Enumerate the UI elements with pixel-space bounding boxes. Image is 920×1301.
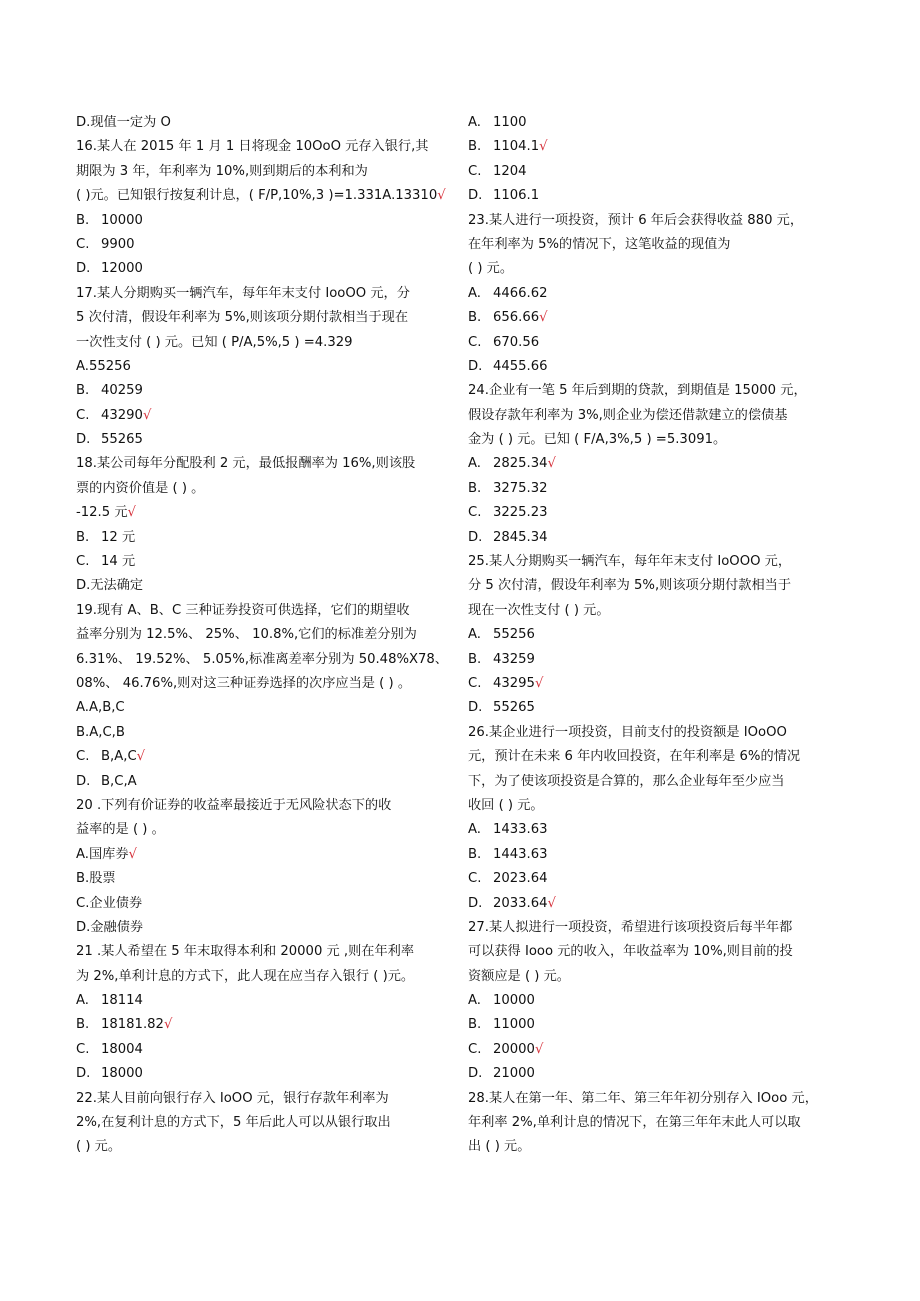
answer-option [468,477,852,501]
option-key: A. [468,285,481,301]
answer-option [468,160,852,184]
answer-option [468,355,852,379]
text-line [76,843,458,867]
text-line [468,257,852,281]
text-line [468,1111,852,1135]
text-line [76,623,458,647]
answer-option [76,989,458,1013]
line-text: D.金融债券 [76,919,144,935]
option-text: B,A,C [101,749,137,765]
option-key: B. [468,1017,482,1033]
answer-option [468,331,852,355]
line-text: 元，预计在未来 6 年内收回投资，在年利率是 6%的情况 [468,749,801,765]
answer-option [468,1013,852,1037]
option-key: C. [468,871,482,887]
text-line [76,160,458,184]
answer-option [76,209,458,233]
answer-option [468,818,852,842]
text-line [76,306,458,330]
line-text: 6.31%、 19.52%、 5.05%,标准离差率分别为 50.48%X78、 [76,651,448,667]
text-line [76,696,458,720]
line-text: 假设存款年利率为 3%,则企业为偿还借款建立的偿债基 [468,407,788,423]
text-line [76,331,458,355]
line-text: 5 次付清，假设年利率为 5%,则该项分期付款相当于现在 [76,310,409,326]
line-text: ( ) 元。 [468,261,514,277]
option-key: B. [468,480,482,496]
text-line [76,867,458,891]
right-column [468,111,852,1160]
text-line [76,672,458,696]
text-line [76,648,458,672]
line-text: 19.现有 A、B、C 三种证券投资可供选择，它们的期望收 [76,602,410,618]
text-line [76,135,458,159]
check-mark-icon: √ [437,188,446,204]
answer-option [468,672,852,696]
text-line [468,916,852,940]
line-text: -12.5 元 [76,505,128,521]
option-text: 55256 [493,627,535,643]
option-text: 1433.63 [493,822,548,838]
line-text: D.无法确定 [76,578,144,594]
text-line [76,965,458,989]
line-text: 为 2%,单利计息的方式下，此人现在应当存入银行 ( )元。 [76,968,415,984]
option-text: 18000 [101,1066,143,1082]
answer-option [468,135,852,159]
line-text: B.A,C,B [76,724,125,740]
option-text: 40259 [101,383,143,399]
option-text: 10000 [493,993,535,1009]
option-text: 2845.34 [493,529,548,545]
option-key: B. [468,846,482,862]
option-key: C. [76,749,90,765]
answer-option [468,1062,852,1086]
option-text: B,C,A [101,773,137,789]
option-text: 12000 [101,261,143,277]
text-line [76,477,458,501]
option-text: 1100 [493,115,527,130]
check-mark-icon: √ [534,1041,544,1057]
line-text: 收回 ( ) 元。 [468,797,544,813]
check-mark-icon: √ [163,1017,173,1033]
check-mark-icon: √ [539,139,548,155]
answer-option [76,770,458,794]
answer-option [468,501,852,525]
line-text: 一次性支付 ( ) 元。已知 ( P/A,5%,5 ) =4.329 [76,334,353,350]
option-text: 3225.23 [493,505,548,521]
line-text: 出 ( ) 元。 [468,1139,531,1155]
text-line [468,1135,852,1159]
line-text: 20 .下列有价证券的收益率最接近于无风险状态下的收 [76,797,392,813]
text-line [468,794,852,818]
line-text: 年利率 2%,单利计息的情况下，在第三年年末此人可以取 [468,1115,801,1131]
option-text: 3275.32 [493,480,548,496]
option-key: D. [468,188,483,204]
check-mark-icon: √ [547,456,556,472]
check-mark-icon: √ [547,895,556,911]
option-text: 9900 [101,236,135,252]
answer-option [76,233,458,257]
option-text: 11000 [493,1017,535,1033]
option-text: 4466.62 [493,285,548,301]
text-line [76,599,458,623]
text-line [468,721,852,745]
option-key: B. [76,1017,90,1033]
option-key: D. [76,1066,91,1082]
text-line [76,1135,458,1159]
line-text: 18.某公司每年分配股利 2 元，最低报酬率为 16%,则该股 [76,456,416,472]
answer-option [468,1038,852,1062]
line-text: ( ) 元。 [76,1139,122,1155]
option-text: 21000 [493,1066,535,1082]
text-line [468,428,852,452]
option-key: D. [76,432,91,448]
answer-option [76,428,458,452]
option-key: B. [76,212,90,228]
option-key: D. [468,700,483,716]
option-text: 1204 [493,163,527,179]
line-text: 期限为 3 年，年利率为 10%,则到期后的本利和为 [76,163,368,179]
text-line [468,770,852,794]
option-key: A. [468,627,481,643]
option-key: D. [76,261,91,277]
left-column [76,111,458,1160]
text-line [468,233,852,257]
line-text: D.现值一定为 O [76,115,171,130]
text-line [468,599,852,623]
option-key: B. [468,651,482,667]
answer-option [76,550,458,574]
option-key: A. [76,993,89,1009]
option-key: A. [468,456,481,472]
option-key: C. [76,554,90,570]
line-text: 金为 ( ) 元。已知 ( F/A,3%,5 ) =5.3091。 [468,432,727,448]
line-text: A.55256 [76,358,131,374]
option-key: D. [468,529,483,545]
option-key: A. [468,822,481,838]
text-line [76,794,458,818]
answer-option [76,1013,458,1037]
check-mark-icon: √ [534,675,544,691]
line-text: 26.某企业进行一项投资，目前支付的投资额是 IOoOO [468,724,787,740]
option-key: C. [468,163,482,179]
text-line [76,184,458,208]
answer-option [468,623,852,647]
answer-option [76,379,458,403]
text-line [76,818,458,842]
text-line [76,355,458,379]
option-text: 18114 [101,993,143,1009]
line-text: 现在一次性支付 ( ) 元。 [468,602,610,618]
text-line [468,1087,852,1111]
option-key: D. [76,773,91,789]
line-text: 23.某人进行一项投资，预计 6 年后会获得收益 880 元， [468,212,804,228]
line-text: 益率分别为 12.5%、 25%、 10.8%,它们的标准差分别为 [76,627,417,643]
line-text: 27.某人拟进行一项投资，希望进行该项投资后每半年都 [468,919,793,935]
answer-option [468,306,852,330]
line-text: 25.某人分期购买一辆汽车，每年年末支付 IoOOO 元， [468,554,792,570]
text-line [76,1087,458,1111]
text-line [76,452,458,476]
text-line [468,550,852,574]
line-text: 22.某人目前向银行存入 IoOO 元，银行存款年利率为 [76,1090,389,1106]
answer-option [76,745,458,769]
answer-option [76,257,458,281]
option-key: D. [468,1066,483,1082]
check-mark-icon: √ [136,749,146,765]
text-line [468,940,852,964]
line-text: 17.某人分期购买一辆汽车，每年年末支付 IooOO 元，分 [76,285,410,301]
option-key: B. [76,529,90,545]
line-text: 下，为了使该项投资是合算的，那么企业每年至少应当 [468,773,785,789]
option-text: 43290 [101,407,143,423]
text-line [76,501,458,525]
option-text: 2825.34 [493,456,548,472]
line-text: 24.企业有一笔 5 年后到期的贷款，到期值是 15000 元， [468,383,807,399]
answer-option [468,867,852,891]
option-key: C. [468,334,482,350]
line-text: ( )元。已知银行按复利计息，( F/P,10%,3 )=1.331A.13310 [76,188,438,204]
answer-option [76,526,458,550]
option-key: B. [76,383,90,399]
answer-option [468,989,852,1013]
answer-option [468,282,852,306]
line-text: 28.某人在第一年、第二年、第三年年初分别存入 IOoo 元， [468,1090,818,1106]
text-line [468,404,852,428]
option-key: C. [468,1041,482,1057]
line-text: C.企业债券 [76,895,143,911]
line-text: 可以获得 Iooo 元的收入，年收益率为 10%,则目前的投 [468,944,793,960]
answer-option [468,648,852,672]
line-text: 票的内资价值是 ( ) 。 [76,480,205,496]
answer-option [76,404,458,428]
text-line [76,940,458,964]
text-line [76,111,458,135]
option-key: C. [76,1041,90,1057]
option-text: 670.56 [493,334,540,350]
option-key: C. [76,407,90,423]
option-key: A. [468,115,481,130]
line-text: 资额应是 ( ) 元。 [468,968,570,984]
option-text: 656.66 [493,310,540,326]
option-text: 43295 [493,675,535,691]
answer-option [468,184,852,208]
answer-option [468,452,852,476]
answer-option [468,526,852,550]
option-key: B. [468,310,482,326]
option-text: 12 元 [101,529,136,545]
check-mark-icon: √ [142,407,152,423]
line-text: 分 5 次付清，假设年利率为 5%,则该项分期付款相当于 [468,578,792,594]
option-text: 55265 [101,432,143,448]
option-key: D. [468,895,483,911]
check-mark-icon: √ [539,310,548,326]
text-line [76,282,458,306]
option-text: 4455.66 [493,358,548,374]
option-text: 14 元 [101,554,136,570]
option-text: 1106.1 [493,188,540,204]
check-mark-icon: √ [127,505,136,521]
option-text: 10000 [101,212,143,228]
line-text: A.A,B,C [76,700,125,716]
line-text: 益率的是 ( ) 。 [76,822,165,838]
option-text: 55265 [493,700,535,716]
text-line [76,1111,458,1135]
answer-option [468,696,852,720]
option-key: D. [468,358,483,374]
option-key: C. [76,236,90,252]
answer-option [468,111,852,135]
text-line [468,574,852,598]
option-text: 2033.64 [493,895,548,911]
answer-option [76,1038,458,1062]
text-line [468,209,852,233]
line-text: A.国库券 [76,846,129,862]
option-text: 43259 [493,651,535,667]
answer-option [468,843,852,867]
check-mark-icon: √ [128,846,137,862]
line-text: 16.某人在 2015 年 1 月 1 日将现金 10OoO 元存入银行,其 [76,139,429,155]
text-line [76,574,458,598]
text-line [76,916,458,940]
text-line [468,379,852,403]
option-key: C. [468,675,482,691]
option-key: A. [468,993,481,1009]
line-text: 21 .某人希望在 5 年末取得本利和 20000 元 ,则在年利率 [76,944,415,960]
line-text: 08%、 46.76%,则对这三种证券选择的次序应当是 ( ) 。 [76,675,412,691]
line-text: B.股票 [76,871,116,887]
option-text: 18181.82 [101,1017,164,1033]
option-text: 1443.63 [493,846,548,862]
text-line [468,745,852,769]
line-text: 在年利率为 5%的情况下，这笔收益的现值为 [468,236,731,252]
answer-option [76,1062,458,1086]
option-text: 2023.64 [493,871,548,887]
text-line [468,965,852,989]
answer-option [468,892,852,916]
option-text: 18004 [101,1041,143,1057]
option-key: C. [468,505,482,521]
text-line [76,721,458,745]
option-text: 1104.1 [493,139,540,155]
option-key: B. [468,139,482,155]
line-text: 2%,在复利计息的方式下，5 年后此人可以从银行取出 [76,1115,391,1131]
text-line [76,892,458,916]
option-text: 20000 [493,1041,535,1057]
